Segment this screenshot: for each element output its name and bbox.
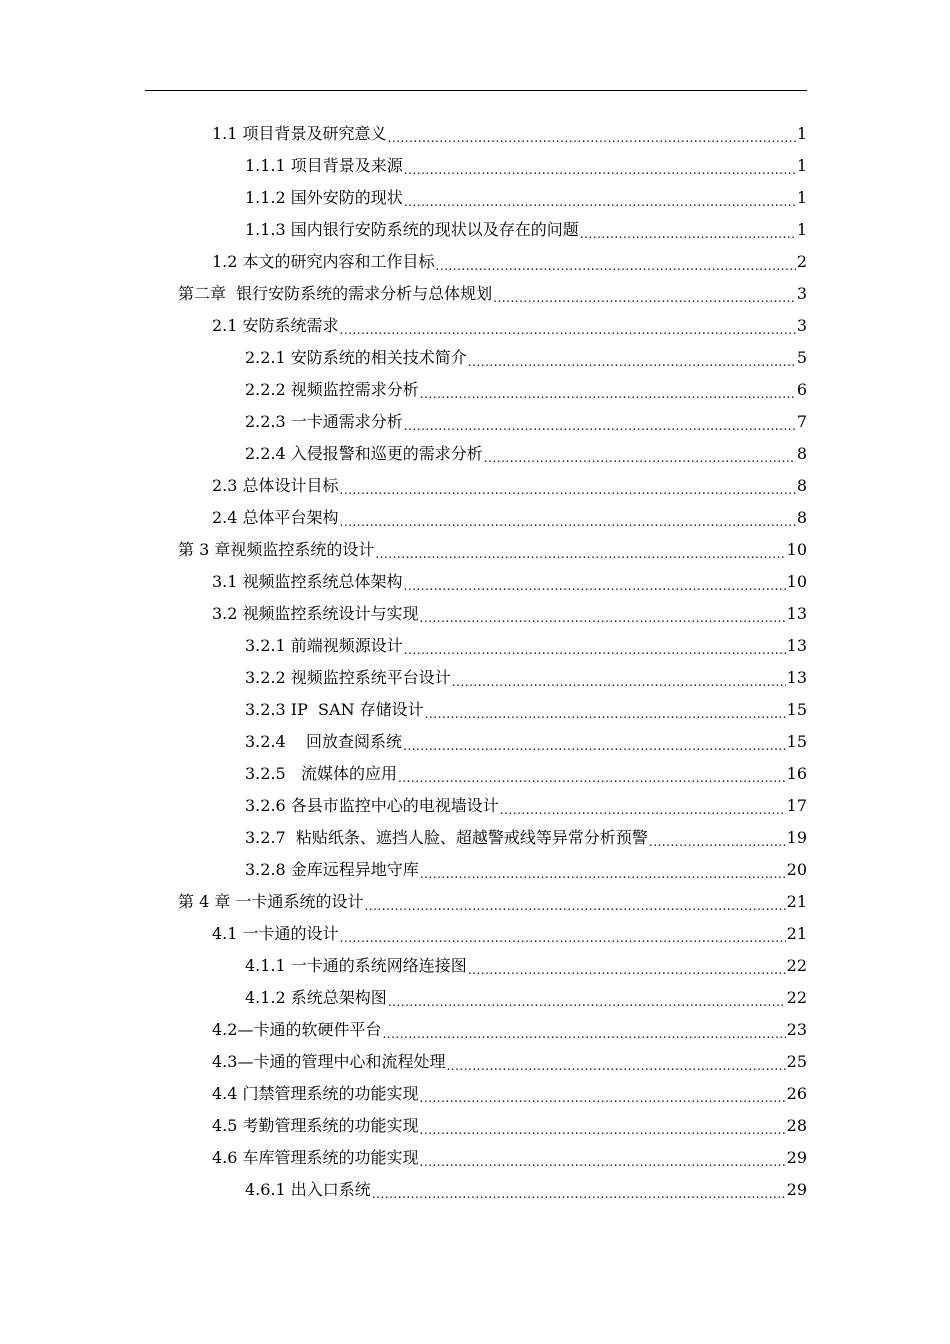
toc-entry-leader	[388, 982, 786, 1014]
toc-entry-title: 3.2.6 各县市监控中心的电视墙设计	[245, 796, 499, 815]
toc-entry-page: 29	[786, 1148, 807, 1167]
toc-entry-leader	[425, 694, 786, 726]
toc-entry-title: 3.1 视频监控系统总体架构	[212, 572, 403, 591]
toc-entry[interactable]	[0, 1110, 950, 1142]
toc-entry[interactable]	[0, 502, 950, 534]
toc-entry-title: 3.2.7 粘贴纸条、遮挡人脸、超越警戒线等异常分析预警	[245, 828, 648, 847]
toc-entry-line	[212, 1142, 807, 1174]
toc-entry-page: 13	[786, 636, 807, 655]
toc-entry-line	[245, 406, 807, 438]
toc-entry-title: 1.1.3 国内银行安防系统的现状以及存在的问题	[245, 220, 579, 239]
toc-entry-leader	[382, 1014, 785, 1046]
toc-entry-title: 3.2.4 回放查阅系统	[245, 732, 403, 751]
toc-entry[interactable]	[0, 470, 950, 502]
toc-entry-leader	[340, 918, 786, 950]
toc-entry-page: 13	[786, 604, 807, 623]
toc-entry[interactable]	[0, 374, 950, 406]
toc-entry-page: 8	[796, 444, 807, 463]
toc-entry-leader	[649, 822, 786, 854]
toc-entry-page: 15	[786, 732, 807, 751]
toc-entry-line	[245, 726, 807, 758]
toc-entry-leader	[404, 406, 796, 438]
header-rule	[145, 90, 807, 91]
toc-entry-page: 1	[796, 124, 807, 143]
toc-entry-line	[245, 822, 807, 854]
toc-entry[interactable]	[0, 534, 950, 566]
toc-entry-page: 17	[786, 796, 807, 815]
toc-entry[interactable]	[0, 694, 950, 726]
toc-entry-title: 2.2.1 安防系统的相关技术简介	[245, 348, 467, 367]
toc-entry-page: 3	[796, 284, 807, 303]
toc-entry-leader	[420, 1078, 786, 1110]
toc-entry-page: 6	[796, 380, 807, 399]
toc-entry-line	[212, 598, 807, 630]
toc-entry-line	[178, 534, 807, 566]
toc-entry[interactable]	[0, 118, 950, 150]
toc-entry-line	[245, 214, 807, 246]
toc-entry-leader	[404, 150, 796, 182]
toc-entry[interactable]	[0, 310, 950, 342]
toc-entry-title: 3.2.8 金库远程异地守库	[245, 860, 419, 879]
toc-entry[interactable]	[0, 342, 950, 374]
toc-entry-line	[245, 150, 807, 182]
toc-entry-leader	[436, 246, 796, 278]
toc-entry-page: 1	[796, 188, 807, 207]
toc-entry-page: 3	[796, 316, 807, 335]
toc-entry-title: 4.1.1 一卡通的系统网络连接图	[245, 956, 467, 975]
toc-entry-leader	[388, 118, 796, 150]
toc-entry-page: 19	[786, 828, 807, 847]
toc-entry[interactable]	[0, 854, 950, 886]
toc-entry-line	[212, 502, 807, 534]
toc-entry[interactable]	[0, 886, 950, 918]
toc-entry-line	[212, 1014, 807, 1046]
toc-entry-line	[245, 694, 807, 726]
toc-entry-line	[178, 886, 807, 918]
toc-entry-page: 20	[786, 860, 807, 879]
toc-entry-page: 21	[786, 924, 807, 943]
toc-entry[interactable]	[0, 726, 950, 758]
toc-entry-page: 16	[786, 764, 807, 783]
toc-entry-leader	[468, 342, 796, 374]
toc-entry-title: 4.3—卡通的管理中心和流程处理	[212, 1052, 446, 1071]
toc-entry-line	[245, 982, 807, 1014]
toc-entry-title: 第 4 章 一卡通系统的设计	[178, 892, 364, 911]
toc-entry[interactable]	[0, 1174, 950, 1206]
toc-entry-page: 1	[796, 220, 807, 239]
toc-entry-line	[245, 342, 807, 374]
toc-entry-title: 3.2.5 流媒体的应用	[245, 764, 397, 783]
toc-entry-title: 4.1.2 系统总架构图	[245, 988, 387, 1007]
toc-entry-line	[212, 118, 807, 150]
toc-entry-title: 第 3 章视频监控系统的设计	[178, 540, 375, 559]
toc-entry-page: 28	[786, 1116, 807, 1135]
toc-entry-page: 22	[786, 956, 807, 975]
toc-entry-page: 26	[786, 1084, 807, 1103]
toc-entry-title: 1.1.2 国外安防的现状	[245, 188, 403, 207]
toc-entry-leader	[404, 566, 786, 598]
toc-entry-leader	[340, 310, 796, 342]
toc-entry[interactable]	[0, 598, 950, 630]
table-of-contents	[0, 118, 950, 1206]
toc-entry[interactable]	[0, 662, 950, 694]
toc-entry[interactable]	[0, 182, 950, 214]
toc-entry-leader	[452, 662, 786, 694]
toc-entry[interactable]	[0, 1046, 950, 1078]
toc-entry-line	[212, 566, 807, 598]
toc-entry-line	[245, 374, 807, 406]
toc-entry-line	[245, 438, 807, 470]
toc-entry-line	[245, 182, 807, 214]
toc-entry-line	[245, 630, 807, 662]
toc-entry-line	[212, 310, 807, 342]
toc-entry-line	[212, 1078, 807, 1110]
toc-entry-page: 29	[786, 1180, 807, 1199]
toc-entry-line	[245, 1174, 807, 1206]
toc-entry-title: 1.1.1 项目背景及来源	[245, 156, 403, 175]
toc-entry[interactable]	[0, 406, 950, 438]
toc-entry-title: 2.2.2 视频监控需求分析	[245, 380, 419, 399]
toc-entry-title: 1.1 项目背景及研究意义	[212, 124, 387, 143]
toc-entry-page: 1	[796, 156, 807, 175]
toc-entry-page: 5	[796, 348, 807, 367]
toc-entry-page: 8	[796, 508, 807, 527]
toc-entry-title: 3.2.1 前端视频源设计	[245, 636, 403, 655]
toc-entry-line	[245, 790, 807, 822]
toc-entry-title: 2.2.4 入侵报警和巡更的需求分析	[245, 444, 483, 463]
toc-entry[interactable]	[0, 950, 950, 982]
toc-entry-leader	[446, 1046, 785, 1078]
toc-entry-page: 8	[796, 476, 807, 495]
toc-entry-title: 4.6.1 出入口系统	[245, 1180, 371, 1199]
toc-entry-leader	[468, 950, 786, 982]
toc-entry-page: 23	[786, 1020, 807, 1039]
toc-entry-page: 10	[786, 572, 807, 591]
toc-entry-title: 3.2.3 IP SAN 存储设计	[245, 700, 424, 719]
toc-entry-leader	[372, 1174, 786, 1206]
toc-entry-title: 第二章 银行安防系统的需求分析与总体规划	[178, 284, 493, 303]
toc-entry-title: 4.1 一卡通的设计	[212, 924, 339, 943]
toc-entry[interactable]	[0, 918, 950, 950]
toc-entry-line	[245, 854, 807, 886]
toc-entry-line	[212, 246, 807, 278]
toc-entry-page: 25	[786, 1052, 807, 1071]
toc-entry-line	[245, 758, 807, 790]
toc-entry-page: 7	[796, 412, 807, 431]
toc-entry-title: 3.2.2 视频监控系统平台设计	[245, 668, 451, 687]
toc-entry-title: 2.4 总体平台架构	[212, 508, 339, 527]
toc-entry-line	[245, 662, 807, 694]
toc-entry[interactable]	[0, 438, 950, 470]
toc-entry[interactable]	[0, 1014, 950, 1046]
toc-entry-line	[245, 950, 807, 982]
toc-entry-leader	[493, 278, 796, 310]
toc-entry-page: 15	[786, 700, 807, 719]
toc-entry-title: 4.5 考勤管理系统的功能实现	[212, 1116, 419, 1135]
toc-entry-title: 2.2.3 一卡通需求分析	[245, 412, 403, 431]
toc-entry-title: 2.3 总体设计目标	[212, 476, 339, 495]
toc-entry[interactable]	[0, 630, 950, 662]
toc-entry-leader	[340, 502, 796, 534]
toc-entry-leader	[484, 438, 796, 470]
toc-entry-page: 22	[786, 988, 807, 1007]
toc-entry-title: 4.6 车库管理系统的功能实现	[212, 1148, 419, 1167]
toc-entry-leader	[398, 758, 786, 790]
toc-entry-page: 2	[796, 252, 807, 271]
toc-entry-title: 4.2—卡通的软硬件平台	[212, 1020, 382, 1039]
toc-entry[interactable]	[0, 1142, 950, 1174]
toc-entry-leader	[420, 1142, 786, 1174]
toc-entry-leader	[420, 854, 786, 886]
toc-entry[interactable]	[0, 246, 950, 278]
toc-entry[interactable]	[0, 790, 950, 822]
toc-entry-line	[212, 918, 807, 950]
toc-entry-leader	[420, 374, 796, 406]
toc-entry[interactable]	[0, 566, 950, 598]
toc-entry-title: 2.1 安防系统需求	[212, 316, 339, 335]
toc-entry[interactable]	[0, 150, 950, 182]
toc-entry-leader	[340, 470, 796, 502]
toc-entry[interactable]	[0, 822, 950, 854]
toc-entry-leader	[404, 630, 786, 662]
toc-entry-leader	[500, 790, 786, 822]
toc-entry-title: 1.2 本文的研究内容和工作目标	[212, 252, 435, 271]
toc-entry-page: 13	[786, 668, 807, 687]
toc-entry[interactable]	[0, 1078, 950, 1110]
toc-entry[interactable]	[0, 214, 950, 246]
toc-entry-line	[212, 1110, 807, 1142]
toc-entry-leader	[404, 182, 796, 214]
toc-entry-leader	[580, 214, 796, 246]
toc-entry-leader	[364, 886, 785, 918]
toc-entry-title: 4.4 门禁管理系统的功能实现	[212, 1084, 419, 1103]
toc-entry[interactable]	[0, 982, 950, 1014]
toc-entry[interactable]	[0, 758, 950, 790]
toc-entry-leader	[420, 598, 786, 630]
toc-entry-line	[212, 1046, 807, 1078]
toc-entry-line	[178, 278, 807, 310]
toc-entry-title: 3.2 视频监控系统设计与实现	[212, 604, 419, 623]
toc-entry-page: 21	[786, 892, 807, 911]
toc-entry-page: 10	[786, 540, 807, 559]
toc-entry-leader	[420, 1110, 786, 1142]
toc-entry-leader	[375, 534, 785, 566]
toc-entry-leader	[403, 726, 786, 758]
toc-entry[interactable]	[0, 278, 950, 310]
toc-entry-line	[212, 470, 807, 502]
